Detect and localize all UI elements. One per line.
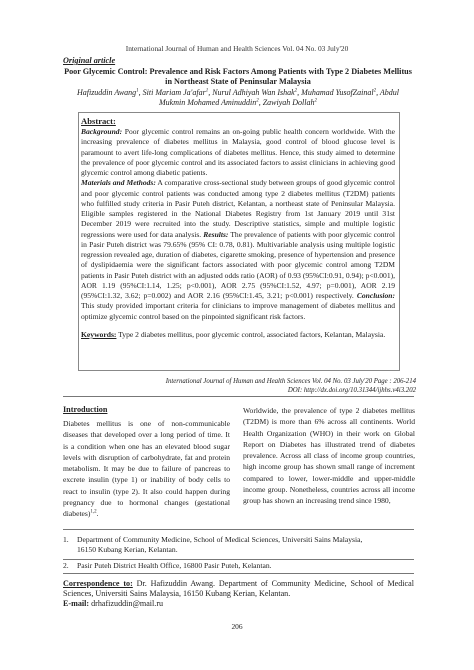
- author: , Nurul Adhiyah Wan Ishak: [208, 88, 295, 97]
- footnote-number: 1.: [63, 535, 69, 544]
- author: Hafizuddin Awang: [76, 88, 137, 97]
- affiliation-marker: 1: [205, 88, 209, 94]
- doi-link[interactable]: DOI: http://dx.doi.org/10.31344/ijhhs.v4i3.202: [287, 387, 416, 395]
- author: , Zawiyah Dollah: [258, 98, 315, 108]
- affiliation-marker: 2: [256, 98, 259, 104]
- conclusion-text: This study provided important criteria for clinicians to improve management of diabetes mellitus and optimize glycemic control based on the pinpointed significant risk factors.: [81, 301, 395, 321]
- correspondence: [63, 579, 414, 609]
- abstract-body: [81, 127, 395, 322]
- author: , Abdul Mukmin Mohamed Aminuddin: [159, 88, 400, 108]
- affiliation-marker: 1: [136, 88, 139, 94]
- keywords: [81, 330, 395, 340]
- correspondence-text: Dr. Hafizuddin Awang. Department of Community Medicine, School of Medical Sciences, Universiti Sains Malaysia, 16150 Kubang Kerian, Kelantan.: [63, 579, 414, 599]
- introduction-right-column: Worldwide, the prevalence of type 2 diabetes mellitus (T2DM) is more than 6% across all continents. World Health Organization (WHO) in their work on Global Report on Diabetes has illustrated trend of diabetes prevalence. Across all class of income group countries, high income group has shown small range of increment compared to lower, lower-middle and upper-middle income group. Nonetheless, countries across all income group has shown an increasing trend since 1980,: [243, 406, 415, 506]
- footnote-2: [63, 561, 414, 571]
- affiliation-marker: 2: [314, 98, 317, 104]
- author: , Siti Mariam Ja'afar: [138, 88, 206, 97]
- author: , Muhamad YusofZainal: [297, 88, 374, 97]
- footnote-1: [63, 535, 414, 555]
- background-text: Poor glycemic control remains an on-going public health concern worldwide. With the increasing prevalence of diabetes mellitus in Malaysia, good control of blood glucose level is paramount to avert life-long complications of diabetes mellitus. Hence, this study aimed to determine the prevalence of poor glycemic control and its associated factors to assist clinicians in achieving good glycemic control among diabetic patients.: [81, 127, 395, 177]
- footnote-divider: [63, 559, 414, 560]
- footnote-number: 2.: [63, 561, 69, 570]
- email-label: E-mail:: [63, 599, 90, 609]
- footnote-text: Pasir Puteh District Health Office, 16800 Pasir Puteh, Kelantan.: [77, 561, 272, 570]
- journal-reference: [150, 377, 416, 395]
- conclusion-label: Conclusion:: [356, 291, 396, 300]
- citation-marker: 1,2: [90, 509, 97, 515]
- page-number: 206: [231, 622, 243, 631]
- intro-left-end: .: [96, 509, 99, 519]
- author-list: [63, 88, 413, 109]
- affiliation-marker: 2: [294, 88, 298, 94]
- keywords-text: Type 2 diabetes mellitus, poor glycemic control, associated factors, Kelantan, Malaysia.: [116, 330, 386, 339]
- footnote-text: Department of Community Medicine, School of Medical Sciences, Universiti Sains Malaysia,: [77, 535, 363, 544]
- article-type: Original article: [63, 56, 116, 65]
- keywords-label: Keywords:: [81, 330, 117, 339]
- article-title: Poor Glycemic Control: Prevalence and Risk Factors Among Patients with Type 2 Diabetes Mellitus in Northeast State of Peninsular Malaysia: [64, 67, 412, 86]
- footnote-divider: [63, 529, 414, 530]
- results-label: Results:: [203, 229, 229, 239]
- journal-citation: International Journal of Human and Health Sciences Vol. 04 No. 03 July'20 Page : 206-214: [165, 378, 416, 385]
- footnote-text: 16150 Kubang Kerian, Kelantan.: [77, 545, 178, 554]
- background-label: Background:: [81, 127, 123, 136]
- methods-label: Materials and Methods:: [81, 178, 156, 188]
- divider: [63, 396, 414, 397]
- email-address[interactable]: drhafizuddin@mail.ru: [89, 599, 164, 609]
- introduction-heading: Introduction: [63, 405, 108, 414]
- correspondence-label: Correspondence to:: [63, 579, 133, 588]
- methods-text: A comparative cross-sectional study between groups of good glycemic control and poor glycemic control patients was conducted among type 2 diabetes mellitus (T2DM) patients who fulfilled study criteria in Pasir Puteh district, Kelantan, a northeast state of Peninsular Malaysia. Eligible samples registered in the National Diabetes Registry from 1st January 2019 until 31st December 2019 were recruited into the study. Descriptive statistics, simple and multiple logistic regressions were used for data analysis.: [81, 178, 395, 239]
- intro-left-text: Diabetes mellitus is one of non-communicable diseases that developed over a long period of time. It is a condition when one has an elevated blood sugar levels with disruption of carbohydrate, fat and protein metabolism. It may be due to failure of pancreas to excrete insulin (type 1) or inability of body cells to react to insulin (type 2). It also could happen during pregnancy due to hormonal changes (gestational diabetes): [63, 419, 230, 519]
- abstract-heading: Abstract:: [81, 116, 116, 126]
- journal-header: International Journal of Human and Health Sciences Vol. 04 No. 03 July'20: [125, 44, 349, 53]
- results-text: The prevalence of patients with poor glycemic control in Pasir Puteh district was 79.65% (95% CI: 0.78, 0.81). Multivariable analysis using multiple logistic regression revealed age, duration of diabetes, cigarette smoking, presence of hypertension and presence of dyslipidaemia were the significant factors associated with poor glycemic control among T2DM patients in Pasir Puteh district with an adjusted odds ratio (AOR) of 0.93 (95%CI:0.91, 0.94); p<0.001), AOR 1.19 (95%CI:1.14, 1.25; p<0.001), AOR 2.75 (95%CI:1.52, 4.97; p=0.001), AOR 2.19 (95%CI:1.32, 3.62; p=0.002) and AOR 2.16 (95%CI:1.45, 3.21; p<0.001) respectively.: [81, 229, 396, 300]
- affiliation-marker: 2: [373, 88, 377, 94]
- introduction-left-column: [63, 418, 230, 520]
- footnote-divider: [63, 573, 414, 574]
